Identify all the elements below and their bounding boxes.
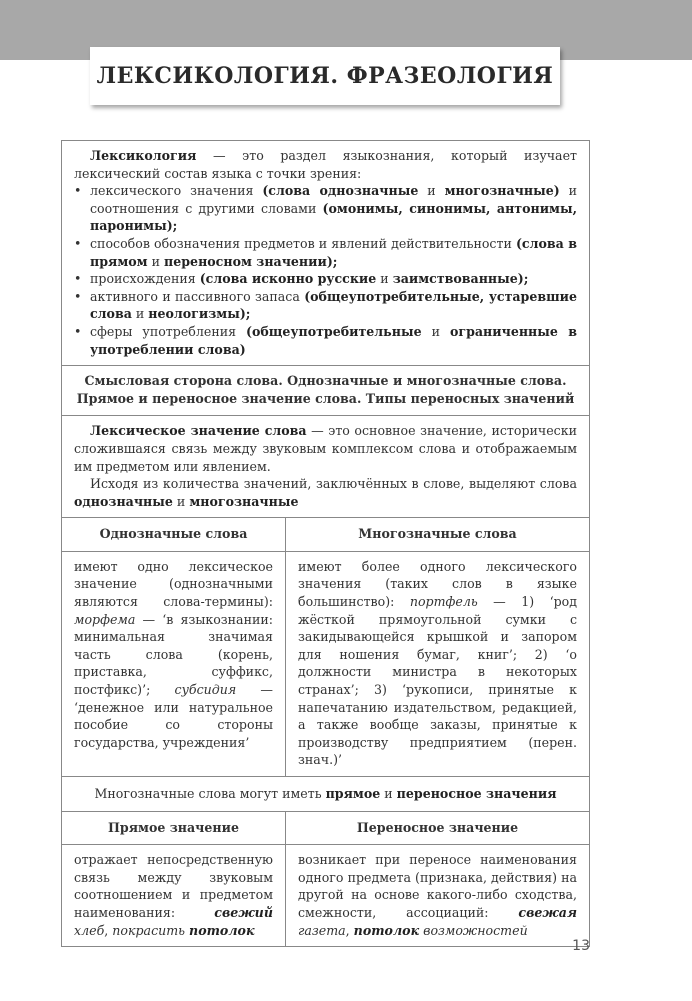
italic-example: морфема <box>74 611 136 627</box>
text-segment: и <box>131 306 149 322</box>
bold-term: Лексическое значение слова <box>90 423 307 439</box>
bold-term: однозначные <box>74 493 173 509</box>
table1-header-right: Многозначные слова <box>358 526 517 542</box>
page-number: 13 <box>572 938 590 954</box>
bold-term: многозначные <box>189 493 299 509</box>
text-segment: Исходя из количества значений, заключённых в слове, выделяют слова <box>90 476 577 492</box>
bold-term: потолок <box>353 922 420 938</box>
table1-header-left: Однозначные слова <box>62 518 286 551</box>
bullet-item <box>74 182 577 235</box>
italic-example: газета <box>298 922 346 938</box>
table2-row <box>62 845 589 946</box>
text-segment: происхождения <box>90 271 200 287</box>
bold-term: переносном значении); <box>164 253 338 269</box>
bullet-item <box>74 288 577 323</box>
section-heading <box>62 366 589 416</box>
table2-left-cell <box>62 845 286 946</box>
definition-paragraph-2 <box>74 475 577 510</box>
bold-term: потолок <box>189 922 255 938</box>
bold-term: заимствованные); <box>392 271 529 287</box>
bold-term: свежая <box>518 904 577 920</box>
section-heading-line: Прямое и переносное значение слова. Типы переносных значений <box>76 390 575 406</box>
page-title: ЛЕКСИКОЛОГИЯ. ФРАЗЕОЛОГИЯ <box>96 63 554 89</box>
text-segment: и <box>380 786 397 801</box>
text-segment: имеют более одного лексического значения (таких слов в языке большинство): <box>298 558 577 610</box>
text-segment: — это раздел языкознания, который изучает лексический состав языка с точки зрения: <box>74 148 577 181</box>
text-segment: лексического значения <box>90 183 263 199</box>
bullet-item <box>74 323 577 358</box>
bold-term: (общеупотребительные, устаревшие слова <box>90 288 577 322</box>
text-segment: возникает при переносе наименования одного предмета (признака, действия) на другой на основе какого-либо сходства, смежности, ассоциаций: <box>298 852 577 920</box>
text-segment: — ‘в языкознании: минимальная значимая часть слова (корень, приставка, суффикс, постфикс)’; <box>74 611 273 698</box>
bold-term: (слова однозначные <box>262 183 419 199</box>
text-segment: имеют одно лексическое значение (однозначными являются слова-термины): <box>74 558 273 610</box>
intro-paragraph <box>74 147 577 182</box>
content-table <box>61 140 590 947</box>
bold-term: (общеупотребительные <box>246 323 422 339</box>
intro-cell <box>62 141 589 366</box>
text-segment: и <box>172 493 190 509</box>
text-segment: и <box>376 271 393 287</box>
italic-example: хлеб <box>74 922 105 938</box>
text-segment: Многозначные слова могут иметь <box>94 786 326 801</box>
text-segment: — 1) ‘род жёсткой прямоугольной сумки с закидывающейся крышкой и запором для ношения бумаг, книг’; 2) ‘о должности министра в некоторых странах’; 3) ‘рукописи, принятые к напечатанию издательством, редакцией, а также вообще заказы, принятые к производству предприятием (перен. знач.)’ <box>298 594 577 768</box>
italic-example: субсидия <box>174 682 237 698</box>
bold-term: (слова в прямом <box>90 235 578 269</box>
text-segment: активного и пассивного запаса <box>90 288 305 304</box>
bold-term: неологизмы); <box>148 306 251 322</box>
text-segment: отражает непосредственную связь между звуковым соотношением и предметом наименования: <box>74 852 273 920</box>
bold-term: ограниченные в употреблении слова) <box>90 323 578 357</box>
title-box <box>90 47 560 105</box>
table1-left-cell <box>62 552 286 776</box>
text-segment: и <box>147 253 165 269</box>
bullet-item <box>74 235 577 270</box>
italic-example: портфель <box>409 594 478 610</box>
bold-term: переносное значения <box>396 786 557 801</box>
bullet-item <box>74 270 577 288</box>
definition-cell <box>62 416 589 518</box>
definition-paragraph <box>74 422 577 475</box>
bold-term: (омонимы, синонимы, антонимы, паронимы); <box>90 200 577 234</box>
section-heading-line: Смысловая сторона слова. Однозначные и многозначные слова. <box>84 373 567 389</box>
table1-row <box>62 552 589 777</box>
table1-right-cell <box>286 552 589 776</box>
table1-header <box>62 518 589 552</box>
bullet-list <box>74 182 577 358</box>
bold-term: свежий <box>214 904 273 920</box>
text-segment: сферы употребления <box>90 323 247 339</box>
statement-cell <box>62 777 589 812</box>
table2-right-cell <box>286 845 589 946</box>
text-segment: и <box>421 323 450 339</box>
text-segment: способов обозначения предметов и явлений действительности <box>90 235 516 251</box>
table2-header-right: Переносное значение <box>356 819 519 835</box>
table2-header <box>62 812 589 846</box>
bold-term: прямое <box>325 786 381 801</box>
italic-example: возможностей <box>423 922 528 938</box>
text-segment: — это основное значение, исторически сложившаяся связь между звуковым комплексом слова и отображаемым им предметом или явлением. <box>74 423 577 474</box>
bold-term: многозначные) <box>444 183 560 199</box>
text-segment: — ‘денежное или натуральное пособие со стороны государства, учреждения’ <box>74 682 273 750</box>
bold-term: (слова исконно русские <box>199 271 377 287</box>
text-segment: и соотношения с другими словами <box>90 183 578 216</box>
bold-term: Лексикология <box>90 148 197 163</box>
text-segment: , <box>345 922 354 938</box>
text-segment: , <box>104 922 113 938</box>
text-segment: и <box>418 183 445 199</box>
table2-header-left: Прямое значение <box>62 812 286 845</box>
italic-example: покрасить <box>112 922 186 938</box>
